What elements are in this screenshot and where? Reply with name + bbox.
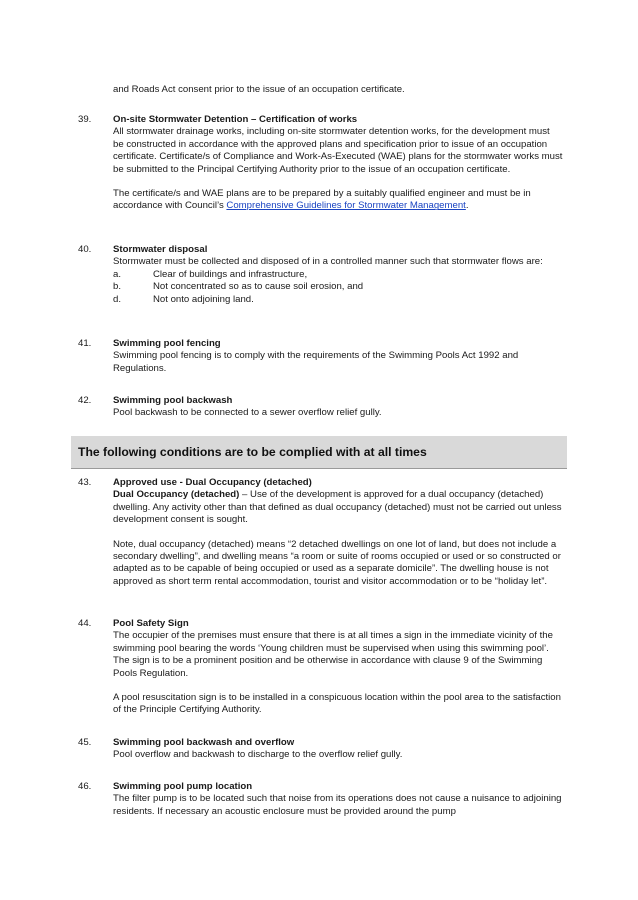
condition-number: 43. [78,477,92,488]
condition-number: 42. [78,395,92,406]
condition-40 [78,244,568,306]
list-item [113,294,563,306]
condition-paragraph: Pool backwash to be connected to a sewer overflow relief gully. [113,407,382,419]
paragraph-text: . [465,200,469,212]
list-item [113,281,563,293]
condition-title: On-site Stormwater Detention – Certification of works [113,114,358,125]
list-item [113,269,563,281]
condition-paragraph [113,489,563,526]
stormwater-guidelines-link[interactable]: Comprehensive Guidelines for Stormwater Management [226,200,466,212]
condition-paragraph: Swimming pool fencing is to comply with the requirements of the Swimming Pools Act 1992 and Regulations. [113,350,519,374]
section-banner [71,436,567,469]
condition-number: 41. [78,338,92,349]
condition-number: 40. [78,244,92,255]
condition-45 [78,737,568,762]
condition-paragraph: Note, dual occupancy (detached) means “2 detached dwellings on one lot of land, but does not include a secondary dwelling”, and dwelling means “a room or suite of rooms occupied or used or so constructed or adapted as to be capable of being occupied or used as a separate domicile”. The dwelling house is not approved as short term rental accommodation, tourist and visitor accommodation or to be “holiday let”. [113,538,561,587]
condition-paragraph: The occupier of the premises must ensure that there is at all times a sign in the immediate vicinity of the swimming pool bearing the words ‘Young children must be supervised when using this swimming pool’. The sign is to be a prominent position and be otherwise in accordance with clause 9 of the Swimming Pools Regulation. [113,630,553,679]
condition-title: Stormwater disposal [113,244,208,255]
condition-39 [78,114,568,213]
list-text: Not concentrated so as to cause soil erosion, and [153,281,364,293]
condition-title: Swimming pool fencing [113,338,221,349]
condition-title: Pool Safety Sign [113,618,189,629]
condition-paragraph [113,188,563,213]
condition-number: 46. [78,781,92,792]
condition-number: 44. [78,618,92,629]
list-text: Not onto adjoining land. [153,293,254,305]
list-text: Clear of buildings and infrastructure, [153,268,308,280]
condition-title: Swimming pool pump location [113,781,253,792]
condition-number: 39. [78,114,92,125]
condition-title: Swimming pool backwash and overflow [113,737,295,748]
condition-title: Swimming pool backwash [113,395,233,406]
condition-43 [78,477,568,588]
condition-number: 45. [78,737,92,748]
condition-46 [78,781,568,818]
condition-41 [78,338,568,375]
condition-paragraph: A pool resuscitation sign is to be installed in a conspicuous location within the pool area to the satisfaction of the Principle Certifying Authority. [113,692,561,716]
list-letter: b. [113,281,122,293]
paragraph-bold-text: Dual Occupancy (detached) [113,489,240,501]
list-letter: d. [113,293,122,305]
continued-text: and Roads Act consent prior to the issue of an occupation certificate. [113,84,405,95]
list-letter: a. [113,268,122,280]
condition-paragraph: The filter pump is to be located such that noise from its operations does not cause a nuisance to adjoining residents. If necessary an acoustic enclosure must be provided around the pump [113,793,562,817]
condition-42 [78,395,568,420]
condition-paragraph: Stormwater must be collected and disposed of in a controlled manner such that stormwater flows are: [113,256,543,268]
paragraph-text: – Use of the development is approved for a dual occupancy (detached) dwelling. Any activity other than that defined as dual occupancy (detached) must not be carried out unless development consent is sought. [113,489,562,526]
section-heading: The following conditions are to be complied with at all times [78,445,427,459]
condition-title: Approved use - Dual Occupancy (detached) [113,477,312,488]
condition-44 [78,618,568,717]
condition-paragraph: Pool overflow and backwash to discharge to the overflow relief gully. [113,749,403,761]
condition-paragraph: All stormwater drainage works, including on-site stormwater detention works, for the development must be constructed in accordance with the approved plans and specification prior to issue of an occupation certificate. Certificate/s of Compliance and Work-As-Executed (WAE) plans for the stormwater works must be submitted to the Principal Certifying Authority prior to the issue of an occupation certificate. [113,126,563,175]
paragraph-text: The certificate/s and WAE plans are to be prepared by a suitably qualified engineer and must be in accordance with Council’s [113,188,531,212]
